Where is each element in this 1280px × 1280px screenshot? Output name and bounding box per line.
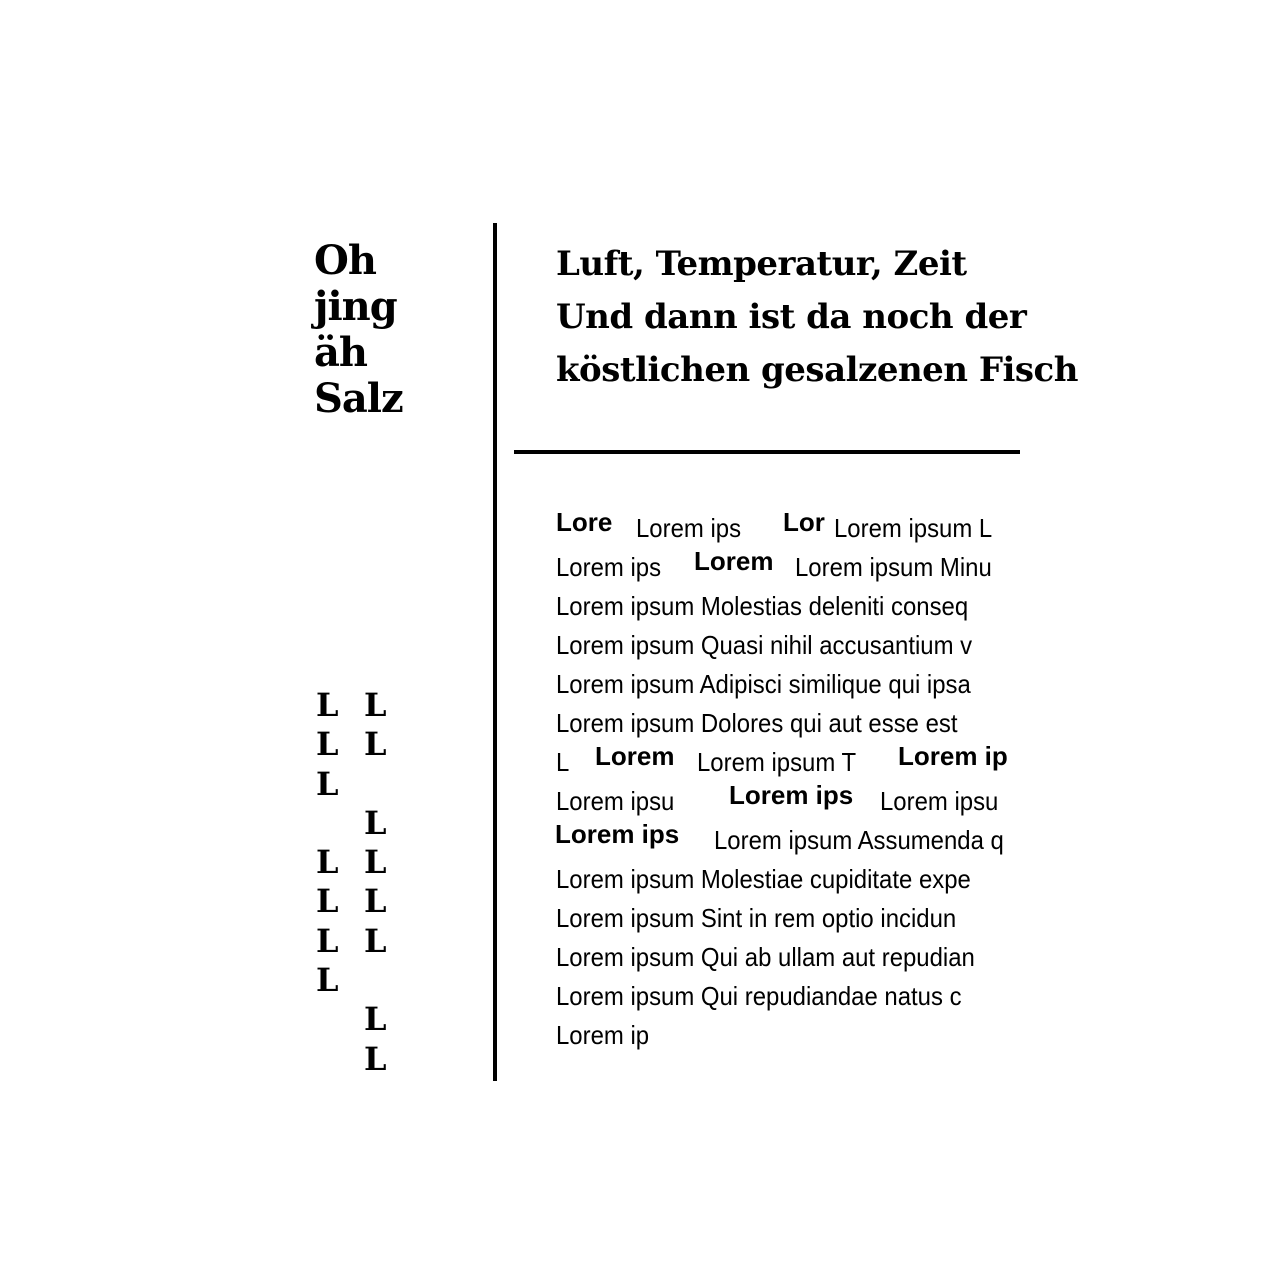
letter-l: L	[316, 725, 339, 764]
letter-column-left	[316, 686, 339, 1079]
letter-l: L	[316, 843, 339, 882]
letter-l	[364, 961, 387, 1000]
letter-l	[316, 1040, 339, 1079]
text-run: Lorem ips	[636, 513, 742, 543]
text-run: Lorem ipsum L	[834, 513, 993, 543]
side-title-line: jing	[314, 283, 397, 330]
body-line	[556, 739, 1056, 778]
letter-l	[364, 765, 387, 804]
text-run: Lorem ipsum Molestiae cupiditate expe	[556, 864, 971, 894]
letter-l: L	[364, 921, 387, 960]
text-run: Lorem ipsum Sint in rem optio incidun	[556, 903, 957, 933]
body-line	[556, 1012, 1056, 1051]
letter-l: L	[364, 725, 387, 764]
letter-l	[316, 1000, 339, 1039]
letter-l: L	[316, 921, 339, 960]
text-run: Lorem ipsum Assumenda q	[714, 825, 1004, 855]
text-run-bold: Lor	[783, 507, 825, 537]
body-line	[556, 505, 1056, 544]
body-line	[556, 700, 1056, 739]
text-run: Lorem ipsum Adipisci similique qui ipsa	[556, 669, 971, 699]
text-run-bold: Lorem	[595, 741, 675, 771]
text-run: Lorem ipsum Qui repudiandae natus c	[556, 981, 962, 1011]
text-run: Lorem ipsu	[556, 786, 675, 816]
vertical-divider	[493, 223, 497, 1081]
text-run-bold: Lorem ip	[898, 741, 1008, 771]
text-run: Lorem ipsum Qui ab ullam aut repudian	[556, 942, 975, 972]
text-run-bold: Lore	[556, 507, 613, 537]
body-line	[556, 856, 1056, 895]
horizontal-divider	[514, 450, 1020, 454]
letter-l: L	[364, 1039, 387, 1078]
letter-l: L	[316, 961, 339, 1000]
headline-line: Luft, Temperatur, Zeit	[556, 244, 967, 284]
side-title-line: äh	[314, 329, 367, 376]
text-run: Lorem ip	[556, 1020, 650, 1050]
letter-l: L	[364, 882, 387, 921]
letter-l: L	[316, 686, 339, 724]
body-line	[556, 622, 1056, 661]
body-line	[556, 895, 1056, 934]
headline	[556, 238, 1078, 397]
letter-l: L	[364, 803, 387, 842]
text-run: Lorem ipsum Dolores qui aut esse est	[556, 708, 958, 738]
body-line	[556, 778, 1056, 817]
body-line	[556, 934, 1056, 973]
body-text	[556, 505, 1056, 1051]
body-line	[556, 583, 1056, 622]
text-run: Lorem ipsum Quasi nihil accusantium v	[556, 630, 973, 660]
text-run: Lorem ipsum Minu	[795, 552, 992, 582]
text-run-bold: Lorem ips	[555, 819, 680, 849]
body-line	[556, 817, 1056, 856]
text-run: Lorem ipsum Molestias deleniti conseq	[556, 591, 969, 621]
text-run: L	[556, 747, 570, 777]
letter-l: L	[364, 686, 387, 724]
letter-l: L	[364, 843, 387, 882]
letter-l: L	[316, 882, 339, 921]
text-run: Lorem ipsu	[880, 786, 999, 816]
headline-line: Und dann ist da noch der	[556, 297, 1027, 337]
side-title-line: Oh	[314, 237, 376, 284]
body-line	[556, 661, 1056, 700]
letter-l: L	[316, 764, 339, 803]
body-line	[556, 973, 1056, 1012]
text-run: Lorem ips	[556, 552, 662, 582]
text-run-bold: Lorem	[694, 546, 774, 576]
text-run-bold: Lorem ips	[729, 780, 854, 810]
text-run: Lorem ipsum T	[697, 747, 857, 777]
body-line	[556, 544, 1056, 583]
side-title-line: Salz	[314, 375, 403, 422]
side-title	[314, 238, 403, 422]
letter-column-right	[364, 686, 387, 1079]
letter-l	[316, 804, 339, 843]
letter-l: L	[364, 1000, 387, 1039]
headline-line: köstlichen gesalzenen Fisch	[556, 350, 1078, 390]
